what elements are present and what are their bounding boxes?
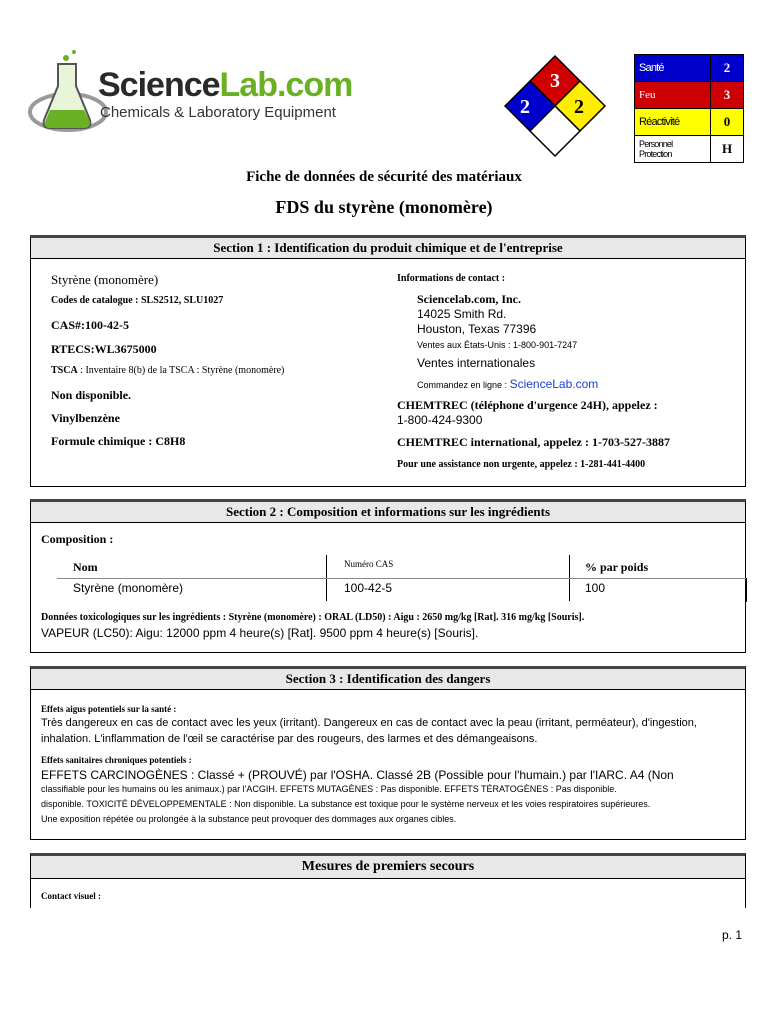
synonym: Vinylbenzène xyxy=(51,411,120,425)
page-number: p. 1 xyxy=(722,928,743,942)
hmis-label: Feu xyxy=(635,82,711,109)
cl-info: Non disponible. xyxy=(51,388,132,402)
hmis-value: 2 xyxy=(711,55,744,82)
flask-icon xyxy=(28,50,108,140)
company-name: Sciencelab.com, Inc. xyxy=(417,292,521,306)
product-name: Styrène (monomère) xyxy=(51,272,159,287)
acute-effects-label: Effets aigus potentiels sur la santé : xyxy=(41,704,177,714)
section-2-header: Section 2 : Composition et informations sur les ingrédients xyxy=(31,502,745,523)
us-sales: Ventes aux États-Unis : 1-800-901-7247 xyxy=(417,340,578,350)
nfpa-diamond xyxy=(500,54,610,164)
cas-number: CAS#:100-42-5 xyxy=(51,318,129,332)
order-online-link[interactable]: ScienceLab.com xyxy=(509,377,599,391)
hmis-row-reactivity xyxy=(635,109,744,136)
chemtrec-intl: CHEMTREC international, appelez : 1-703-527-3887 xyxy=(397,435,670,449)
chronic-effects-line-1: EFFETS CARCINOGÈNES : Classé + (PROUVÉ) par l'OSHA. Classé 2B (Possible pour l'humain.) par l'IARC. A4 (Non xyxy=(41,768,674,782)
col-header-cas: Numéro CAS xyxy=(344,559,394,569)
table-rule xyxy=(57,578,747,579)
tox-data-line-2: VAPEUR (LC50): Aigu: 12000 ppm 4 heure(s) [Rat]. 9500 ppm 4 heure(s) [Souris]. xyxy=(41,626,479,640)
nfpa-reactivity-value: 2 xyxy=(574,96,584,118)
chronic-effects-line-2: classifiable pour les humains ou les animaux.) par l'ACGIH. EFFETS MUTAGÈNES : Pas disponible. EFFETS TÉRATOGÈNES : Pas disponible. xyxy=(41,784,617,794)
ingredient-percent: 100 xyxy=(585,581,606,595)
composition-label: Composition : xyxy=(41,532,114,546)
hmis-row-protection xyxy=(635,136,744,163)
document-subtitle: FDS du styrène (monomère) xyxy=(275,197,493,217)
hmis-label: Santé xyxy=(635,55,711,82)
section-1-header: Section 1 : Identification du produit chimique et de l'entreprise xyxy=(31,238,745,259)
order-online: Commandez en ligne : ScienceLab.com xyxy=(417,377,599,391)
logo-brand: ScienceLab.com xyxy=(98,66,353,104)
nfpa-fire-value: 3 xyxy=(550,70,560,92)
address-line-1: 14025 Smith Rd. xyxy=(417,307,507,321)
catalog-codes: Codes de catalogue : SLS2512, SLU1027 xyxy=(51,295,224,306)
intl-sales: Ventes internationales xyxy=(417,356,536,370)
chemical-formula: Formule chimique : C8H8 xyxy=(51,434,186,448)
chronic-effects-line-3: disponible. TOXICITÉ DÉVELOPPEMENTALE : Non disponible. La substance est toxique pour le système nerveux et les voies respiratoires supérieures. xyxy=(41,799,651,809)
hmis-label: Personnel Protection xyxy=(635,136,711,163)
table-divider xyxy=(746,578,747,602)
address-line-2: Houston, Texas 77396 xyxy=(417,322,537,336)
chronic-effects-line-4: Une exposition répétée ou prolongée à la substance peut provoquer des dommages aux organes cibles. xyxy=(41,814,457,824)
document-title: Fiche de données de sécurité des matériaux xyxy=(246,169,522,185)
logo-tagline: Chemicals & Laboratory Equipment xyxy=(100,104,336,121)
tsca-info: TSCA : Inventaire 8(b) de la TSCA : Styrène (monomère) xyxy=(51,365,285,376)
acute-effects-line-2: inhalation. L'inflammation de l'œil se caractérise par des rougeurs, des larmes et des démangeaisons. xyxy=(41,733,538,745)
acute-effects-line-1: Très dangereux en cas de contact avec les yeux (irritant). Dangereux en cas de contact avec la peau (irritant, perméateur), d'ingestion, xyxy=(41,717,697,729)
non-emergency: Pour une assistance non urgente, appelez : 1-281-441-4400 xyxy=(397,459,646,470)
hmis-value: H xyxy=(711,136,744,163)
chemtrec-label: CHEMTREC (téléphone d'urgence 24H), appelez : xyxy=(397,398,658,412)
hmis-table xyxy=(634,54,744,163)
section-3-header: Section 3 : Identification des dangers xyxy=(31,669,745,690)
contact-label: Informations de contact : xyxy=(397,273,506,284)
hmis-value: 3 xyxy=(711,82,744,109)
tox-data-line-1: Données toxicologiques sur les ingrédients : Styrène (monomère) : ORAL (LD50) : Aigu : 2650 mg/kg [Rat]. 316 mg/kg [Souris]. xyxy=(41,612,585,623)
ingredient-cas: 100-42-5 xyxy=(344,581,393,595)
nfpa-health-value: 2 xyxy=(520,96,530,118)
chronic-effects-label: Effets sanitaires chroniques potentiels : xyxy=(41,755,192,765)
hmis-label: Réactivité xyxy=(635,109,711,136)
section-4 xyxy=(30,853,746,908)
hmis-row-health xyxy=(635,55,744,82)
col-header-percent: % par poids xyxy=(585,560,649,574)
chemtrec-phone: 1-800-424-9300 xyxy=(397,413,483,427)
eye-contact-label: Contact visuel : xyxy=(41,891,101,901)
hmis-row-fire xyxy=(635,82,744,109)
ingredient-name: Styrène (monomère) xyxy=(73,581,184,595)
hmis-value: 0 xyxy=(711,109,744,136)
section-4-header: Mesures de premiers secours xyxy=(31,856,745,879)
col-header-name: Nom xyxy=(73,560,98,574)
rtecs-number: RTECS:WL3675000 xyxy=(51,342,157,356)
